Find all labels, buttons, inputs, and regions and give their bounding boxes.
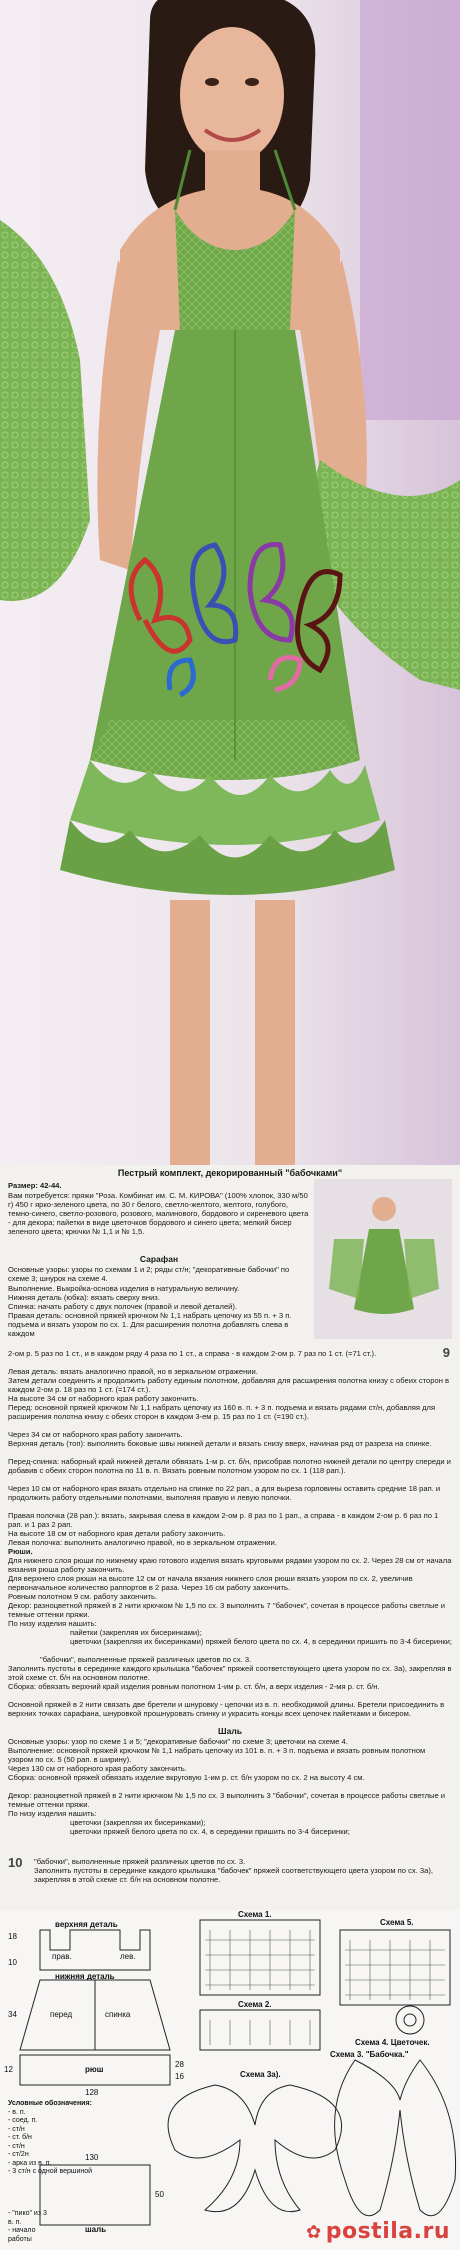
legend-item: - начало работы [8,2227,36,2243]
materials-text: Вам потребуется: пряжи "Роза. Комбинат им. С. М. КИРОВА" (100% хлопок, 330 м/50 г) 450 г ярко-зеленого цвета, по 30 г белого, светло-желтого, желтого, голубого, темно-синего, светло-розового, розового, малинового, бордового и сиреневого цвета - для декора; пайетки в виде цветочков бордового и синего цвета; мелкий бисер зеленого цвета; крючки № 1,1 и № 1,5. [8,1191,309,1236]
shawl-7: цветочки (закрепляя их бисеринками); [70,1818,206,1827]
para-6: Через 34 см от наборного края работу закончить. [8,1430,183,1439]
legend-item: - в. п. [8,2108,26,2116]
legend [8,2100,158,2177]
para-14: Для нижнего слоя рюши по нижнему краю готового изделия вязать круговыми рядами узором по сх. 2. Через 28 см от начала вязания рюша работу закончить. [8,1556,452,1574]
legend-item: - ст/н [8,2142,25,2150]
label-scheme1: Схема 1. [238,1910,272,1919]
instructions-page [0,1165,460,1910]
legend-extra-2 [8,2210,48,2244]
para-12: Левая полочка: выполнить аналогично правой, но в зеркальном отражении. [8,1538,277,1547]
dim-10: 10 [8,1958,17,1967]
para-4: На высоте 34 см от наборного края работу закончить. [8,1394,199,1403]
dim-130: 130 [85,2153,99,2162]
dim-28: 28 [175,2060,184,2069]
label-top-part: верхняя деталь [55,1920,118,1929]
shawl-heading: Шаль [218,1726,242,1736]
para-24: Основной пряжей в 2 нити связать две бретели и шнуровку - цепочки из в. п. необходимой длины. Бретели присоединить в верхних точках сарафана, шнуровкой прошнуровать спинку и украсить концы всех цепочек пайетками и бисером. [8,1700,445,1718]
pattern-schemes [0,1910,460,2250]
legend-item: - соед. п. [8,2117,38,2124]
execution-note: Выполнение. Выкройка-основа изделия в натуральную величину. [8,1284,240,1293]
shawl-3: Через 130 см от наборного края работу закончить. [8,1764,187,1773]
shawl-6: По низу изделия нашить: [8,1809,97,1818]
legend-item: - ст/н [8,2125,25,2133]
size-line: Размер: 42-44. [8,1181,62,1190]
shawl-10: Заполнить пустоты в серединке каждого крылышка "бабочек" пряжей соответствующего цвета узором по сх. 3а), закрепляя в этой схеме ст. б/н на основном полотне. [34,1866,434,1884]
label-ruffle: рюш [85,2065,104,2074]
para-16: Ровным полотном 9 см. работу закончить. [8,1592,158,1601]
para-5: Перед: основной пряжей крючком № 1,1 набрать цепочку из 160 в. п. + 3 п. подъема и вязать рядами ст/н, добавляя для расширения полотна книзу с обеих сторон в каждом 3-ем р. 15 раз по 1 ст. (=190 ст.). [8,1403,436,1421]
para-20: цветочки (закрепляя их бисеринками) пряжей белого цвета по сх. 4, в серединки пришить по 3-4 бисеринки; [70,1637,452,1646]
para-7: Верхняя деталь (топ): выполнить боковые швы нижней детали и вязать снизу вверх, начиная ряд от разреза на спинке. [8,1439,432,1448]
back-text: Спинка: начать работу с двух полочек (правой и левой деталей). [8,1302,238,1311]
dim-12: 12 [4,2065,13,2074]
page-number-9: 9 [442,1345,450,1360]
pattern-diagram [0,1910,460,2250]
legend-item: - ст/2н [8,2151,29,2158]
para-11: На высоте 18 см от наборного края детали работу закончить. [8,1529,226,1538]
para-18: По низу изделия нашить: [8,1619,97,1628]
para-10: Правая полочка (28 рап.): вязать, закрывая слева в каждом 2-ом р. 8 раз по 1 рап., а справа - в каждом 2-ом р. 6 раз по 1 рап. и 1 раз 2 рап. [8,1511,439,1529]
document-title: Пестрый комплект, декорированный "бабочками" [117,1168,343,1178]
para-15: Для верхнего слоя рюши на высоте 12 см от начала вязания нижнего слоя рюши вязать узором по сх. 2, увеличив первоначальное количество раппортов в 2 раза. Через 16 см работу закончить. [8,1574,413,1592]
label-scheme3: Схема 3. "Бабочка." [330,2050,409,2059]
shawl-1: Основные узоры: узор по схеме 1 и 5; "декоративные бабочки" по схеме 3; цветочки на схеме 4. [8,1737,348,1746]
right-part-text: Правая деталь: основной пряжей крючком № 1,1 набрать цепочку из 55 п. + 3 п. подъема и вязать узором по сх. 1. Для расширения полотна добавлять слева в каждом [8,1311,292,1338]
label-back: спинка [105,2010,131,2019]
shawl-4: Сборка: основной пряжей обвязать изделие вкруговую 1-им р. ст. б/н узором по сх. 2 на высоту 4 см. [8,1773,365,1782]
label-scheme2: Схема 2. [238,2000,272,2009]
label-shawl: шаль [85,2225,107,2234]
legend-item: - "пико" из 3 в. п. [8,2210,47,2226]
para-17: Декор: разноцветной пряжей в 2 нити крючком № 1,5 по сх. 3 выполнить 7 "бабочек", сочетая в процессе работы светлые и темные оттенки пряжи. [8,1601,446,1619]
dim-128: 128 [85,2088,99,2097]
legend-item: - арка из в. п. [8,2159,52,2167]
dim-50: 50 [155,2190,164,2199]
watermark-logo: ✿ postila.ru [306,2219,450,2244]
shawl-5: Декор: разноцветной пряжей в 2 нити крючком № 1,5 по сх. 3 выполнить 3 "бабочки", сочетая в процессе работы светлые и темные оттенки пряжи. [8,1791,446,1809]
legend-item: - ст. б/н [8,2134,32,2141]
label-scheme4: Схема 4. Цветочек. [355,2038,430,2047]
label-lower-part: нижняя деталь [55,1972,115,1981]
label-front: перед [50,2010,73,2019]
shawl-9: "бабочки", выполненные пряжей различных цветов по сх. 3. [34,1857,246,1866]
para-21: "бабочки", выполненные пряжей различных цветов по сх. 3. [40,1655,252,1664]
lower-part: Нижняя деталь (юбка): вязать сверху вниз. [8,1293,160,1302]
main-patterns: Основные узоры: узоры по схемам 1 и 2; ряды ст/н; "декоративные бабочки" по схеме 3; шнурок на схеме 4. [8,1265,290,1283]
para-1: 2-ом р. 5 раз по 1 ст., и в каждом ряду 4 раза по 1 ст., а справа - в каждом 2-ом р. 7 раз по 1 ст. (=71 ст.). [8,1349,377,1358]
label-scheme5: Схема 5. [380,1918,414,1927]
para-3: Затем детали соединить и продолжить работу единым полотном, добавляя для расширения полотна книзу с обеих сторон в каждом 2-ом р. 18 раз по 1 ст. (=174 ст.). [8,1376,450,1394]
para-13: Рюши. [8,1547,33,1556]
dim-34: 34 [8,2010,17,2019]
sarafan-heading: Сарафан [139,1254,179,1264]
para-22: Заполнить пустоты в серединке каждого крылышка "бабочек" пряжей соответствующего цвета узором по сх. 3а), закрепляя в этой схеме ст. б/н на основном полотне. [8,1664,452,1682]
para-2: Левая деталь: вязать аналогично правой, но в зеркальном отражении. [8,1367,258,1376]
label-left: лев. [120,1952,136,1961]
dim-18: 18 [8,1932,17,1941]
para-23: Сборка: обвязать верхний край изделия ровным полотном 1-им р. ст. б/н, а верх изделия - 2-мя р. ст. б/н. [8,1682,380,1691]
para-9: Через 10 см от наборного края вязать отдельно на спинке по 22 рап., а для выреза горловины оставить средние 18 рап. и продолжить работу отдельными полотнами, выполняя правую и левую полочки. [8,1484,441,1502]
legend-item: - 3 ст/н с одной вершиной [8,2168,93,2175]
page-number-10: 10 [8,1855,23,1870]
label-scheme3a: Схема 3а). [240,2070,281,2079]
legend-title: Условные обозначения: [8,2100,92,2107]
label-right: прав. [52,1952,72,1961]
para-8: Перед-спинка: наборный край нижней детали обвязать 1-м р. ст. б/н, присобрав полотно нижней детали по центру спереди и добавив с обеих сторон полотна по 11 в. п. Вязать ровным полотном узором по сх. 1 (118 рап.). [8,1457,451,1475]
shawl-8: цветочки пряжей белого цвета по сх. 4, в серединки пришить по 3-4 бисеринки; [70,1827,350,1836]
dim-16: 16 [175,2072,184,2081]
shawl-2: Выполнение: основной пряжей крючком № 1,1 набрать цепочку из 101 в. п. + 3 п. подъема и вязать ровным полотном узором по сх. 5 (50 рап. в ширину). [8,1746,426,1764]
para-19: пайетки (закрепляя их бисеринками); [70,1628,202,1637]
small-dress-photo [314,1179,452,1339]
